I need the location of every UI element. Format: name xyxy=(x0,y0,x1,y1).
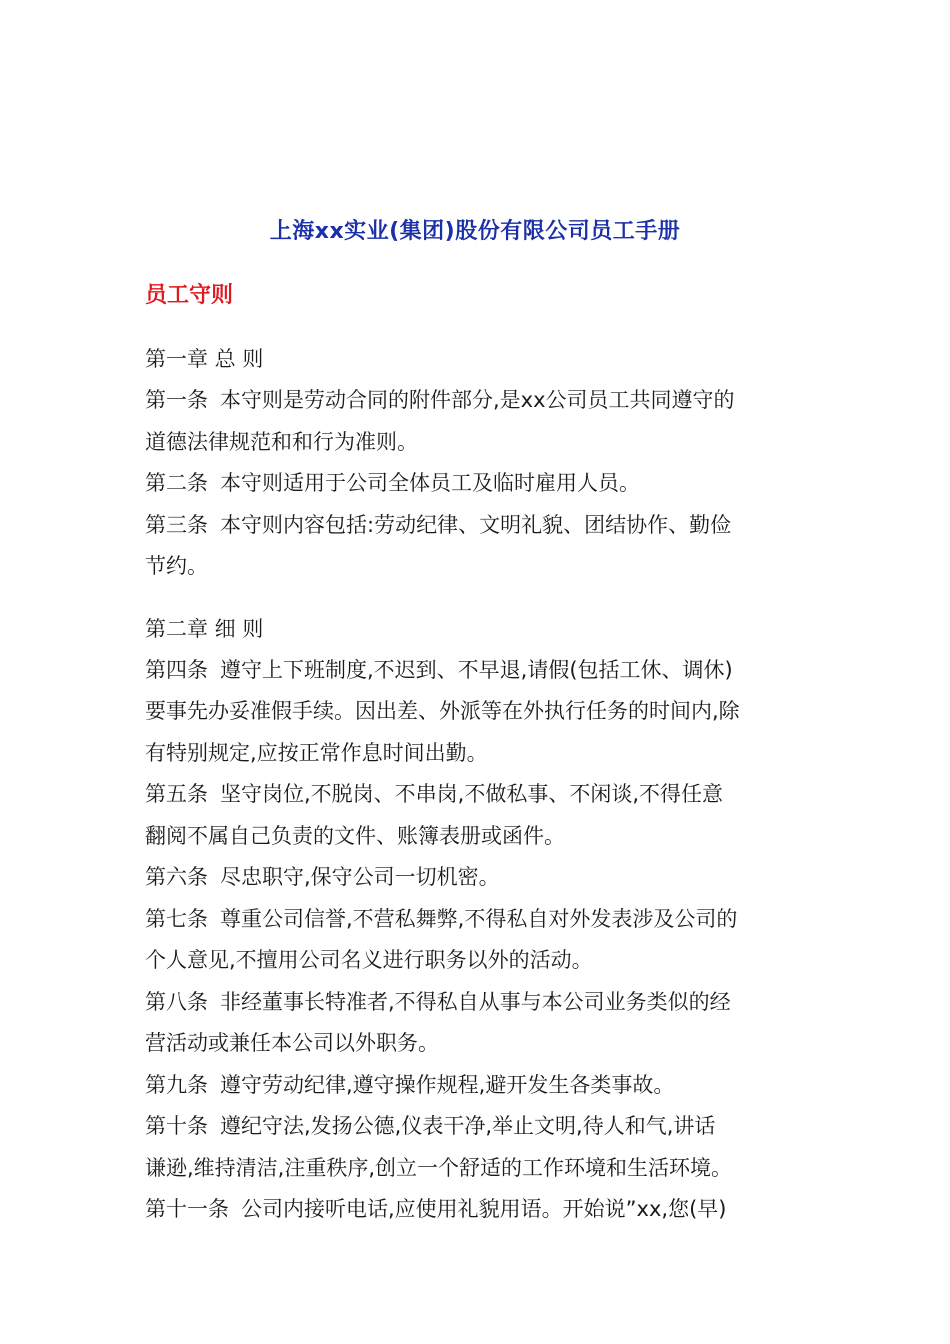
document-title: 上海xx实业(集团)股份有限公司员工手册 xyxy=(269,219,681,244)
article-line xyxy=(145,380,807,422)
article-line: 翻阅不属自己负责的文件、账簿表册或函件。 xyxy=(145,823,565,848)
article-line: 要事先办妥准假手续。因出差、外派等在外执行任务的时间内,除 xyxy=(145,699,740,723)
article-line: 营活动或兼任本公司以外职务。 xyxy=(145,1031,439,1055)
article-text: 非经董事长特准者,不得私自从事与本公司业务类似的经 xyxy=(220,989,731,1014)
chapter-heading: 第一章 总 则 xyxy=(145,347,264,371)
chapter-heading: 第二章 细 则 xyxy=(145,616,264,641)
article-line: 节约。 xyxy=(145,554,208,578)
article-text: 尊重公司信誉,不营私舞弊,不得私自对外发表涉及公司的 xyxy=(220,906,738,931)
article-text: 本守则是劳动合同的附件部分,是xx公司员工共同遵守的 xyxy=(220,388,735,412)
article-text: 遵守上下班制度,不迟到、不早退,请假(包括工休、调休) xyxy=(220,657,733,682)
article-line xyxy=(145,1106,807,1148)
document-body xyxy=(145,338,807,1231)
article-number: 第二条 xyxy=(145,471,208,495)
article-line xyxy=(145,463,807,505)
article-line: 有特别规定,应按正常作息时间出勤。 xyxy=(145,740,488,765)
article-line: 个人意见,不擅用公司名义进行职务以外的活动。 xyxy=(145,948,593,972)
article-line xyxy=(145,1189,807,1231)
article-text: 坚守岗位,不脱岗、不串岗,不做私事、不闲谈,不得任意 xyxy=(220,782,724,806)
article-number: 第七条 xyxy=(145,906,208,931)
article-text: 遵守劳动纪律,遵守操作规程,避开发生各类事故。 xyxy=(220,1072,675,1097)
article-line xyxy=(145,1065,807,1107)
article-line xyxy=(145,982,807,1024)
article-number: 第三条 xyxy=(145,512,208,537)
article-line xyxy=(145,774,807,816)
article-number: 第八条 xyxy=(145,989,208,1014)
article-text: 遵纪守法,发扬公德,仪表干净,举止文明,待人和气,讲话 xyxy=(220,1114,716,1138)
article-line: 道德法律规范和和行为准则。 xyxy=(145,429,418,454)
article-number: 第一条 xyxy=(145,388,208,412)
article-text: 尽忠职守,保守公司一切机密。 xyxy=(220,865,500,889)
article-line xyxy=(145,857,807,899)
article-line xyxy=(145,505,807,547)
article-line xyxy=(145,650,807,692)
article-text: 本守则内容包括:劳动纪律、文明礼貌、团结协作、勤俭 xyxy=(220,512,732,537)
article-text: 公司内接听电话,应使用礼貌用语。开始说”xx,您(早) xyxy=(241,1197,727,1221)
article-number: 第六条 xyxy=(145,865,208,889)
article-line: 谦逊,维持清洁,注重秩序,创立一个舒适的工作环境和生活环境。 xyxy=(145,1155,733,1180)
article-number: 第四条 xyxy=(145,657,208,682)
article-text: 本守则适用于公司全体员工及临时雇用人员。 xyxy=(220,471,640,495)
article-number: 第十条 xyxy=(145,1114,208,1138)
article-line xyxy=(145,899,807,941)
article-number: 第十一条 xyxy=(145,1197,229,1221)
section-heading: 员工守则 xyxy=(145,283,234,308)
article-number: 第五条 xyxy=(145,782,208,806)
article-number: 第九条 xyxy=(145,1072,208,1097)
